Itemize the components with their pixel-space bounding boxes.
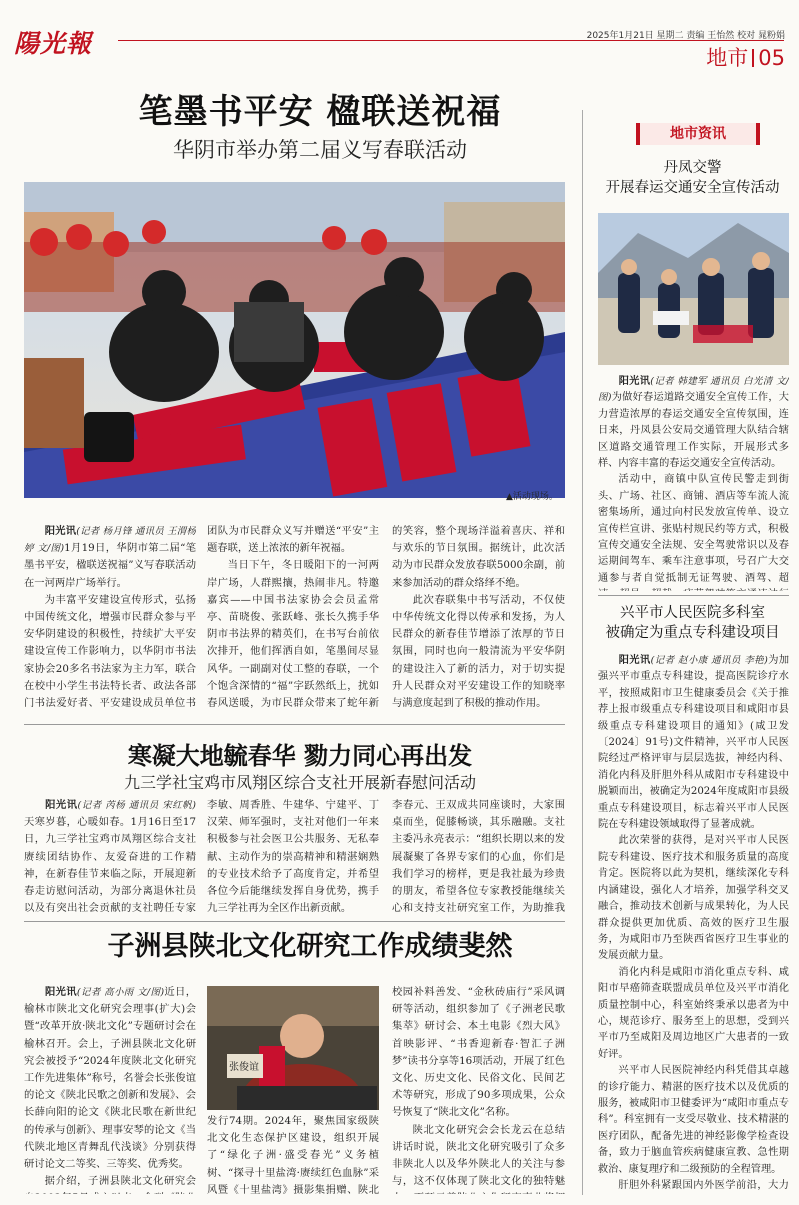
section-divider	[752, 49, 754, 67]
story1-column-3	[392, 523, 565, 711]
headline-line: 被确定为重点专科建设项目	[605, 625, 780, 641]
story1-headline: 笔墨书平安 楹联送祝福	[138, 92, 502, 132]
story2-column-3	[392, 797, 565, 917]
story1-subhead: 华阴市举办第二届义写春联活动	[173, 138, 467, 162]
paragraph: 此次春联集中书写活动，不仅使中华传统文化得以传承和发扬，为人民群众的新春佳节增添了浓厚的节日氛围，同时也向一般清流为平安华阴的建设注入了新的活力，对于切实提升人民群众对平安建设工作的知晓率与满意度起到了积极的推动作用。	[392, 593, 565, 710]
dateline: 阳光讯	[44, 986, 77, 998]
paragraph: 兴平市人民医院神经内科凭借其卓越的诊疗能力、精湛的医疗技术以及优质的服务，被咸阳市卫健委评为“咸阳市重点专科”。科室拥有一支受尽敬业、技术精湛的医疗团队，配备先进的神经影像学检查设备，致力于脑血管疾病健康宣教、急性期救治、康复理疗和二级预防的全程管理。	[598, 1065, 789, 1175]
divider	[24, 724, 565, 725]
news2-body	[598, 652, 789, 1193]
byline: (记者 杨月锋 通讯员 王渭杨婷 文/图)	[24, 526, 196, 555]
story1-column-2	[207, 523, 379, 711]
news2-intro	[598, 652, 789, 833]
speaker-portrait	[207, 986, 379, 1110]
news1-body	[598, 373, 789, 591]
dateline: 阳光讯	[618, 375, 651, 387]
story1-intro	[24, 523, 196, 592]
story2-column-1	[24, 797, 196, 917]
headline-line: 兴平市人民医院多科室	[620, 605, 765, 621]
story1-photo	[24, 182, 565, 498]
dateline: 阳光讯	[44, 799, 78, 811]
paragraph: 肝胆外科紧跟国内外医学前沿，大力	[618, 1180, 789, 1191]
section-name: 地市	[706, 46, 749, 70]
paragraph: 陕北文化研究会会长龙云在总结讲话时说，陕北文化研究吸引了众多非陕北人以及华外陕北人的关注与参与，这不仅体现了陕北文化的独特魅	[392, 1123, 565, 1188]
story2-column-2	[207, 797, 379, 917]
paragraph: 此次荣誉的获得，是对兴平市人民医院专科建设、医疗技术和服务质量的高度肯定。医院将以此为契机，继续深化专科内涵建设，强化人才培养，加强学科交叉融合，推动技术创新与成果转化，为人民群众提供更加优质、高效的医疗卫生服务，为咸阳市乃至陕西省医疗卫生事业的发展贡献力量。	[598, 835, 789, 962]
divider	[598, 595, 789, 596]
name-plate: 张俊谊	[229, 1062, 259, 1073]
story3-column-1	[24, 984, 196, 1194]
headline-line: 开展春运交通安全宣传活动	[605, 180, 780, 196]
paragraph: 李春元、王双成共同座谈时，大家围桌而坐，促膝畅谈，其乐融融。支社主委冯永亮表示：“组织长期以来的发展凝聚了各界专家们的心血，你们是我们学习的榜样，更是我社最为珍贵的朋友，希望各位专家教授能继续关心和支持支社研究室工作，为助推我	[392, 799, 565, 915]
section-label	[706, 42, 785, 72]
paragraph: 为加强兴平市重点专科建设，提高医院诊疗水平，按照咸阳市卫生健康委员会《关于推荐上报市级重点专科建设项目和咸阳市县级重点专科建设项目的通知》(咸卫发〔2024〕91号)文件精神，兴平市人民医院经过严格评审与层层选拔，神经内科、消化内科及肝胆外科从咸阳市专科建设中脱颖而出，被确定为2024年度咸阳市县级重点专科建设项目，标志着兴平市人民医院在专科建设领域取得了显著成就。	[598, 655, 789, 831]
paragraph: 据介绍，子洲县陕北文化研究会	[44, 1175, 196, 1188]
paragraph: 天寒岁暮，心暖如春。1月16日至17日，九三学社宝鸡市凤翔区综合支社赓续团结协作、友爱奋进的工作精神，在新春佳节来临之际，开展迎新春走访慰问活动，为部分离退休社员以及有突出社会贡献的支社聘任专家	[24, 816, 196, 915]
story1-caption: ▲活动现场。	[506, 492, 558, 502]
story3-column-3	[392, 984, 565, 1194]
byline: (记者 芮杨 通讯员 宋红帆)	[77, 800, 196, 811]
calligraphy-scene	[24, 182, 565, 498]
story2-intro	[24, 797, 196, 917]
paragraph: 当日下午，冬日暖阳下的一河两岸广场，人群熙攘，热闹非凡。特邀嘉宾——中国书法家协会会员孟常亭、苗晓俊、张跃峰、张长久携手华阴市书法界的精英们，在书写台前依次排开，他们挥洒自如，笔墨间尽显风华。一副副对仗工整的春联，一个个饱含深情的“福”字跃然纸上，扰如春风送暖，为市民群众带来了蛇年新	[207, 559, 379, 710]
byline: (记者 韩建军 通讯员 白光清 文/图)	[598, 376, 789, 404]
headline-line: 丹凤交警	[663, 160, 722, 176]
news2-headline	[595, 603, 790, 643]
story3-photo	[207, 986, 379, 1110]
story2-headline: 寒凝大地毓春华 勠力同心再出发	[127, 742, 473, 770]
paragraph: 1月19日，华阴市第二届“笔墨书平安，楹联送祝福”义写春联活动在一河两岸广场举行。	[24, 542, 196, 589]
paragraph: 活动中，商镇中队宣传民警走到街头、广场、社区、商铺、酒店等车流人流密集场所，通过向村民发放宣传单、设立宣传栏宣讲、张贴村规民约等方式，积极宣传交通安全法规、安全驾驶常识以及春运期间驾车、乘车注意事项，号召广大交通参与者自觉抵制无证驾驶、酒驾、超	[598, 474, 789, 584]
divider	[24, 921, 565, 922]
issue-meta: 2025年1月21日 星期二 责编 王怡然 校对 晁粉娟	[586, 31, 785, 41]
story1-column-1	[24, 523, 196, 711]
paragraph: 的笑容，整个现场洋溢着喜庆、祥和与欢乐的节日氛围。据统计，此次活动为市民群众发放春联5000余副，前来参加活动的群众络绎不绝。	[392, 525, 565, 589]
byline: (记者 高小雨 文/图)	[76, 987, 165, 998]
story3-headline: 子洲县陕北文化研究工作成绩斐然	[107, 931, 513, 962]
story3-column-2	[207, 1113, 379, 1197]
dateline: 阳光讯	[44, 525, 77, 537]
sidebar-rule	[582, 110, 583, 1195]
paragraph: 为做好春运道路交通安全宣传工作，大力营造浓厚的春运交通安全宣传氛围，连日来，丹凤县公安局交通管理大队结合辖区道路交通管理工作实际，开展形式多样、内容丰富的春运交通安全宣传活动。	[598, 392, 789, 470]
paragraph: 近日，榆林市陕北文化研究会理事(扩大)会暨“改革开放·陕北文化”专题研讨会在榆林召开。会上，子洲县陕北文化研究会被授予“2024年度陕北文化研究工作先进集体”称号，名誉会长张俊谊的论文《陕北民歌之创新和发展》、会长薛向阳的论文《陕北民歌在新世纪的传承与创新》、理事安琴的论文《当代陕北地区青舞乱代浅谈》分别获得研讨论文二等奖、三等奖、优秀奖。	[24, 986, 196, 1171]
news1-photo	[598, 213, 789, 365]
paragraph: 消化内科是咸阳市消化重点专科、咸阳市早癌筛查联盟成员单位及兴平市消化质量控制中心，科室始终秉承以患者为中心，规范诊疗、服务至上的思想，受到兴平市乃至咸阳及周边地区广大患者的一致好评。	[598, 966, 789, 1060]
page-number: 05	[758, 46, 785, 70]
paragraph: 发行74期。2024年，聚焦国家级陕北文化生态保护区建设，组织开展了“绿化子洲·盛受春光”义务植树、“探寻十里盐湾·赓续红色血脉”采风暨《十里盐湾》摄影集捐赠、陕北	[207, 1115, 379, 1196]
news1-headline	[595, 158, 790, 198]
dateline: 阳光讯	[618, 654, 651, 666]
byline: (记者 赵小康 通讯员 李艳)	[650, 655, 768, 666]
story2-subhead: 九三学社宝鸡市凤翔区综合支社开展新春慰问活动	[123, 773, 476, 792]
sidebar-tag: 地市资讯	[636, 123, 760, 145]
paragraph: 为丰富平安建设宣传形式，弘扬中国传统文化，增强市民群众参与平安华阴建设的积极性，持续扩大平安建设宣传工作影响力，以华阴市书法家协会20多名书法家为主力军，联合在校中小学生书法特长者、政法各部门书法爱好者、平安建设成员单位书	[24, 593, 196, 710]
paragraph: 校园补料善发、“金秋砖庙行”采风调研等活动，组织参加了《子洲老民歌集萃》研讨会、本土电影《烈大风》首映影评、“书香迎新春·智汇子洲梦”读书分享等16项活动，开展了红色文化、历史文化、民俗文化、民间艺术等研究，形成了90多项成果，公众号恢复了“陕北文化”名称。	[392, 986, 565, 1119]
paragraph: 团队为市民群众义写并赠送“平安”主题春联，送上浓浓的新年祝福。	[207, 525, 379, 555]
newspaper-logo: 陽光報	[14, 29, 93, 58]
paragraph: 李敏、周香胜、牛建华、宁建平、丁汉荣、师军强时，支社对他们一年来积极参与社会医卫公共服务、无私奉献、主动作为的崇高精神和精湛娴熟的专业技术给予了高度肯定，并希望各位今后能继续发挥自身优势，携手九三学社再为全区作出新贡献。	[207, 799, 379, 915]
traffic-police-scene	[598, 213, 789, 365]
news1-intro	[598, 373, 789, 472]
story3-intro	[24, 984, 196, 1173]
